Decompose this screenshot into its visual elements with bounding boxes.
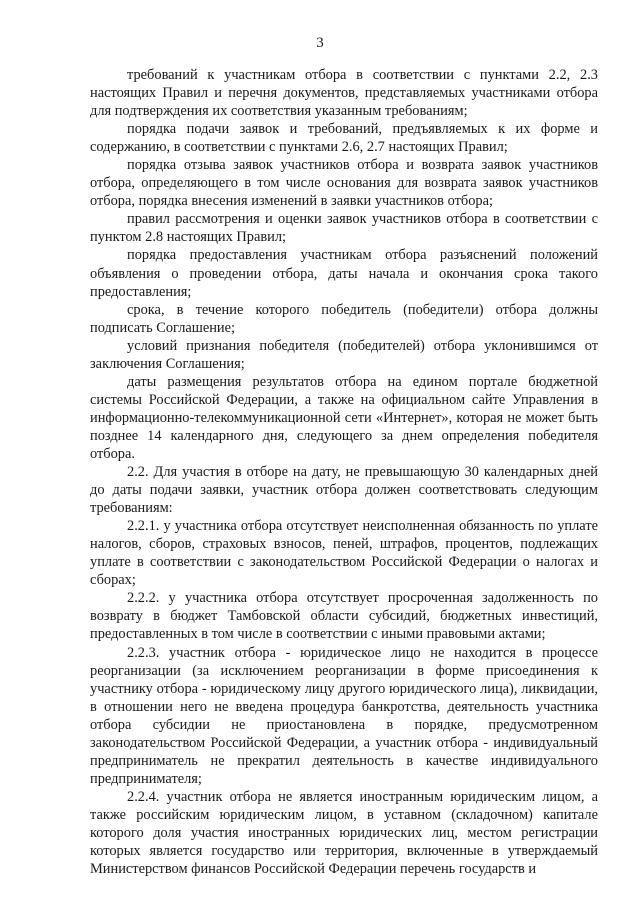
paragraph-clarifications: порядка предоставления участникам отбора разъяснений положений объявления о проведении отбора, даты начала и окончания срока такого предоставления;	[90, 247, 598, 300]
page-number: 3	[316, 35, 324, 51]
paragraph-requirements: требований к участникам отбора в соответствии с пунктами 2.2, 2.3 настоящих Правил и перечня документов, представляемых участниками отбора для подтверждения их соответствия указанным требованиям;	[90, 67, 598, 120]
paragraph-2-2-1: 2.2.1. у участника отбора отсутствует неисполненная обязанность по уплате налогов, сборов, страховых взносов, пеней, штрафов, процентов, подлежащих уплате в соответствии с законодательством Российской Федерации о налогах и сборах;	[90, 518, 598, 589]
document-body	[90, 66, 598, 878]
paragraph-review-rules: правил рассмотрения и оценки заявок участников отбора в соответствии с пунктом 2.8 настоящих Правил;	[90, 211, 598, 246]
paragraph-2-2-4: 2.2.4. участник отбора не является иностранным юридическим лицом, а также российским юридическим лицом, в уставном (складочном) капитале которого доля участия иностранных юридических лиц, местом регистрации которых является государство или территория, включенные в утверждаемый Министерством финансов Российской Федерации перечень государств и	[90, 788, 598, 878]
paragraph-results-publication: даты размещения результатов отбора на едином портале бюджетной системы Российской Федерации, а также на официальном сайте Управления в информационно-телекоммуникационной сети «Интернет», которая не может быть позднее 14 календарного дня, следующего за днем определения победителя отбора.	[90, 373, 598, 462]
paragraph-signing-deadline: срока, в течение которого победитель (победители) отбора должны подписать Соглашение;	[90, 301, 598, 336]
paragraph-evasion-conditions: условий признания победителя (победителей) отбора уклонившимся от заключения Соглашения;	[90, 337, 598, 372]
paragraph-2-2-3: 2.2.3. участник отбора - юридическое лицо не находится в процессе реорганизации (за исключением реорганизации в форме присоединения к участнику отбора - юридическому лицу другого юридического лица), ликвидации, в отношении него не введена процедура банкротства, деятельность участника отбора субсидии не приостановлена в порядке, предусмотренном законодательством Российской Федерации, а участник отбора - индивидуальный предприниматель не прекратил деятельность в качестве индивидуального предпринимателя;	[90, 644, 598, 787]
paragraph-submission-order: порядка подачи заявок и требований, предъявляемых к их форме и содержанию, в соответствии с пунктами 2.6, 2.7 настоящих Правил;	[90, 121, 598, 156]
paragraph-2-2: 2.2. Для участия в отборе на дату, не превышающую 30 календарных дней до даты подачи заявки, участник отбора должен соответствовать следующим требованиям:	[90, 464, 598, 517]
paragraph-withdrawal-order: порядка отзыва заявок участников отбора и возврата заявок участников отбора, определяющего в том числе основания для возврата заявок участников отбора, порядка внесения изменений в заявки участников отбора;	[90, 157, 598, 210]
paragraph-2-2-2: 2.2.2. у участника отбора отсутствует просроченная задолженность по возврату в бюджет Тамбовской области субсидий, бюджетных инвестиций, предоставленных в том числе в соответствии с иными правовыми актами;	[90, 590, 598, 643]
